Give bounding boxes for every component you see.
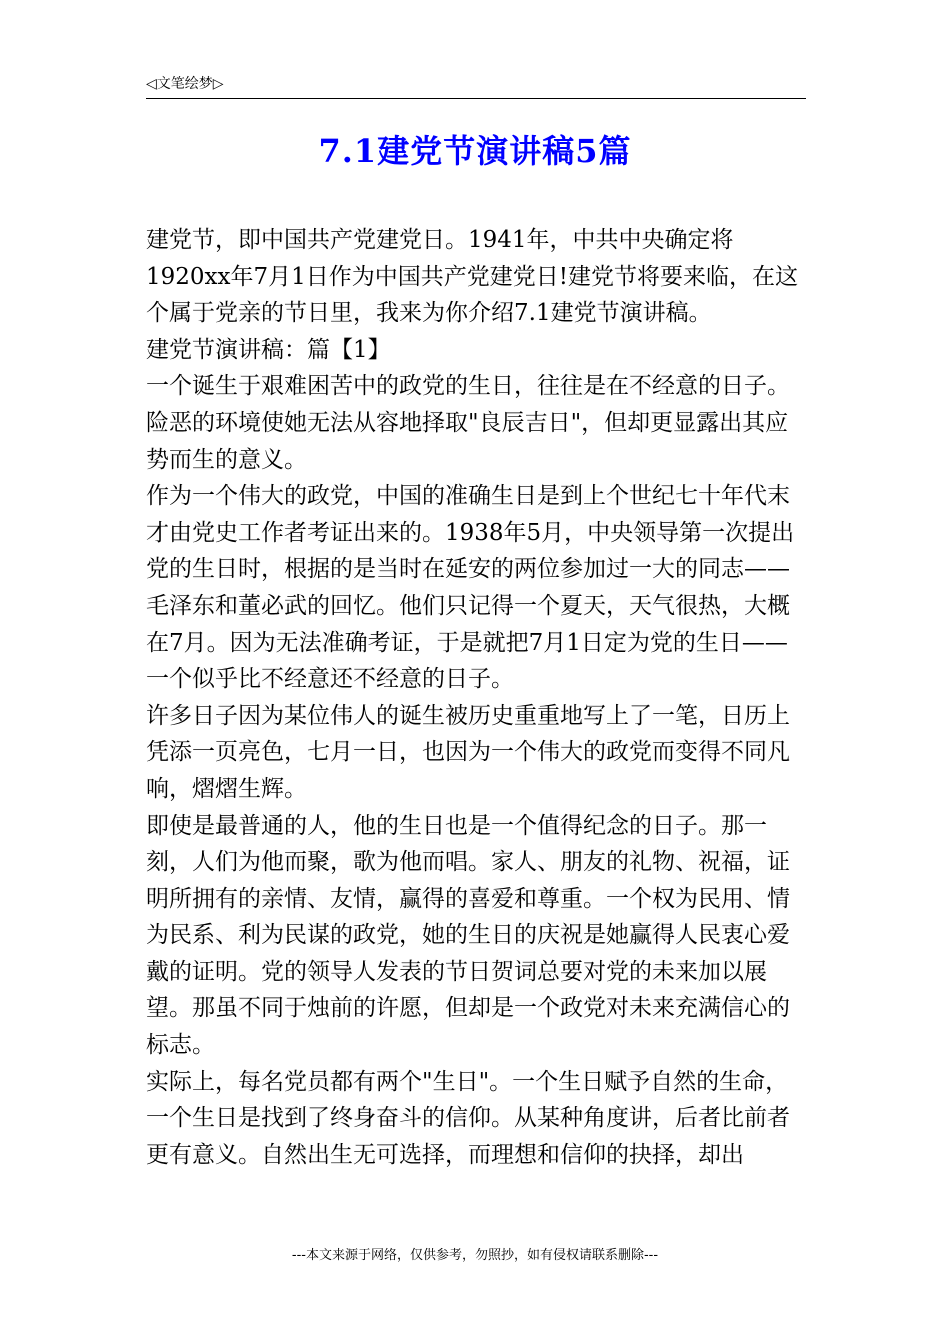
paragraph: 建党节，即中国共产党建党日。1941年，中共中央确定将1920xx年7月1日作为中国共产党建党日!建党节将要来临，在这个属于党亲的节日里，我来为你介绍7.1建党节演讲稿。 xyxy=(146,227,798,327)
page-footer: ---本文来源于网络，仅供参考，勿照抄，如有侵权请联系删除--- xyxy=(291,1248,659,1263)
document-body xyxy=(146,222,810,1173)
section-heading: 建党节演讲稿：篇【1】 xyxy=(146,336,391,363)
paragraph: 一个诞生于艰难困苦中的政党的生日，往往是在不经意的日子。险恶的环境使她无法从容地择取"良辰吉日"，但却更显露出其应势而生的意义。 xyxy=(146,373,790,473)
paragraph: 实际上，每名党员都有两个"生日"。一个生日赋予自然的生命，一个生日是找到了终身奋斗的信仰。从某种角度讲，后者比前者更有意义。自然出生无可选择，而理想和信仰的抉择，却出 xyxy=(146,1068,790,1168)
paragraph: 许多日子因为某位伟人的诞生被历史重重地写上了一笔，日历上凭添一页亮色，七月一日，也因为一个伟大的政党而变得不同凡响，熠熠生辉。 xyxy=(146,702,790,802)
header-text: ◁文笔绘梦▷ xyxy=(146,76,224,92)
document-title: 7.1建党节演讲稿5篇 xyxy=(318,132,632,170)
page-header xyxy=(146,72,806,99)
paragraph: 作为一个伟大的政党，中国的准确生日是到上个世纪七十年代末才由党史工作者考证出来的。1938年5月，中央领导第一次提出党的生日时，根据的是当时在延安的两位参加过一大的同志——毛泽东和董必武的回忆。他们只记得一个夏天，天气很热，大概在7月。因为无法准确考证，于是就把7月1日定为党的生日——一个似乎比不经意还不经意的日子。 xyxy=(146,483,795,693)
paragraph: 即使是最普通的人，他的生日也是一个值得纪念的日子。那一刻，人们为他而聚，歌为他而唱。家人、朋友的礼物、祝福，证明所拥有的亲情、友情，赢得的喜爱和尊重。一个权为民用、情为民系、利为民谋的政党，她的生日的庆祝是她赢得人民衷心爱戴的证明。党的领导人发表的节日贺词总要对党的未来加以展望。那虽不同于烛前的许愿，但却是一个政党对未来充满信心的标志。 xyxy=(146,812,790,1059)
